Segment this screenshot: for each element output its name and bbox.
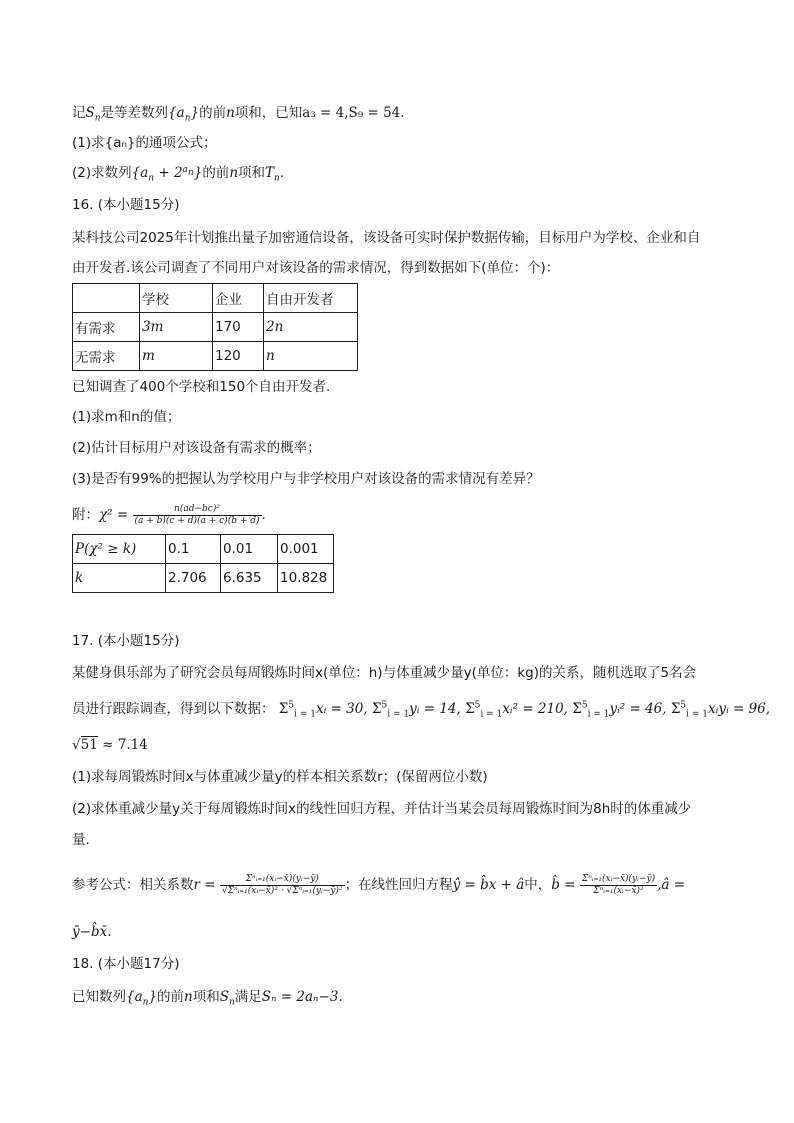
q15-condition: a₃ = 4,S₉ = 54. xyxy=(302,105,405,121)
table-cell: k xyxy=(73,564,166,593)
table-cell: 有需求 xyxy=(73,313,140,342)
q17-part1: (1)求每周锻炼时间x与体重减少量y的样本相关系数r；(保留两位小数) xyxy=(72,769,488,785)
q16-part1: (1)求m和n的值； xyxy=(72,409,181,425)
sum-y: $\Sigma^5_{i = 1}yᵢ = 14$, xyxy=(371,700,461,720)
q17-reference-formulas: 参考公式：相关系数r = $\frac{\text{Σⁿᵢ₌₁(xᵢ−x̄)(yᵢ−ȳ)}}{\text{√Σⁿᵢ₌₁(xᵢ−x̄)² · √Σⁿᵢ₌₁(yᵢ−ȳ)²}}$ ；在线性回归方程ŷ = b̂x + â中，b̂ = $\frac{\text{Σⁿᵢ₌₁(xᵢ−x̄)(yᵢ−ȳ)}}{\text{Σⁿᵢ₌₁(xᵢ−x̄)²}}$ ,â = xyxy=(72,873,686,896)
q16-part2: (2)估计目标用户对该设备有需求的概率； xyxy=(72,440,321,456)
table-cell: 无需求 xyxy=(73,342,140,371)
q15-intro: 记$S_n$是等差数列$\{a_n\}$的前n项和，已知a₃ = 4,S₉ = 54. xyxy=(72,105,405,124)
q16-critical-value-table xyxy=(72,534,334,593)
q15-part2: (2)求数列$\{a_n + 2^{a_n}\}$的前n项和$T_n$. xyxy=(72,164,285,184)
q16-given: 已知调查了400个学校和150个自由开发者. xyxy=(72,379,331,395)
math-an-set: $\{a_n\}$ xyxy=(168,105,200,124)
sum-x: $\Sigma^5_{i = 1}xᵢ = 30$, xyxy=(278,700,368,720)
chi-square-formula: $\frac{\text{n(ad−bc)²}}{(a + b)(c + d)(a + c)(b + d)}$ xyxy=(134,503,260,526)
table-cell: 0.01 xyxy=(221,535,278,564)
q17-line1: 某健身俱乐部为了研究会员每周锻炼时间x(单位：h)与体重减少量y(单位：kg)的关系，随机选取了5名会 xyxy=(72,665,697,681)
table-row xyxy=(73,342,358,371)
q17-header: 17. (本小题15分) xyxy=(72,633,180,649)
table-row xyxy=(73,313,358,342)
sum-xy: $\Sigma^5_{i = 1}xᵢyᵢ = 96$, xyxy=(670,700,771,720)
sum-y-squared: $\Sigma^5_{i = 1}yᵢ^2 = 46$, xyxy=(572,700,667,720)
q17-sums-line: 员进行跟踪调查，得到以下数据： $\Sigma^5_{i = 1}xᵢ = 30$, $\Sigma^5_{i = 1}yᵢ = 14$, $\Sigma^5_{i = 1}xᵢ^2 = 210$, $\Sigma^5_{i = 1}yᵢ^2 = 46$, $\Sigma^5_{i = 1}xᵢyᵢ = 96$, xyxy=(72,700,771,720)
math-seq-expr: $\{a_n + 2^{a_n}\}$ xyxy=(131,164,203,184)
table-cell: 0.001 xyxy=(278,535,334,564)
table-cell: 10.828 xyxy=(278,564,334,593)
table-cell: 6.635 xyxy=(221,564,278,593)
table-header-row xyxy=(73,284,358,313)
table-cell: 2.706 xyxy=(166,564,221,593)
table-row xyxy=(73,535,334,564)
q18-line1: 已知数列$\{a_n\}$的前n项和$S_n$满足Sₙ = 2aₙ−3. xyxy=(72,989,343,1008)
q16-line1: 某科技公司2025年计划推出量子加密通信设备，该设备可实时保护数据传输，目标用户为学校、企业和自 xyxy=(72,230,701,246)
table-cell: m xyxy=(140,342,213,371)
q16-line2: 由开发者.该公司调查了不同用户对该设备的需求情况，得到数据如下(单位：个)： xyxy=(72,260,560,276)
table-row xyxy=(73,564,334,593)
q15-part1: (1)求{aₙ}的通项公式； xyxy=(72,135,217,151)
q17-part2b: 量. xyxy=(72,832,90,848)
table-cell: n xyxy=(264,342,358,371)
q16-appendix: 附：χ² = $\frac{\text{n(ad−bc)²}}{(a + b)(c + d)(a + c)(b + d)}$ . xyxy=(72,503,266,526)
q16-header: 16. (本小题15分) xyxy=(72,197,180,213)
q16-part3: (3)是否有99%的把握认为学校用户与非学校用户对该设备的需求情况有差异？ xyxy=(72,471,540,487)
table-cell: 自由开发者 xyxy=(264,284,358,313)
q16-demand-table xyxy=(72,283,358,371)
table-cell: 学校 xyxy=(140,284,213,313)
q18-header: 18. (本小题17分) xyxy=(72,956,180,972)
slope-formula: $\frac{\text{Σⁿᵢ₌₁(xᵢ−x̄)(yᵢ−ȳ)}}{\text{Σⁿᵢ₌₁(xᵢ−x̄)²}}$ xyxy=(581,873,656,896)
table-cell: 170 xyxy=(213,313,264,342)
table-cell: 120 xyxy=(213,342,264,371)
correlation-formula: $\frac{\text{Σⁿᵢ₌₁(xᵢ−x̄)(yᵢ−ȳ)}}{\text{√Σⁿᵢ₌₁(xᵢ−x̄)² · √Σⁿᵢ₌₁(yᵢ−ȳ)²}}$ xyxy=(221,873,343,896)
math-sn: $S_n$ xyxy=(85,105,101,124)
table-cell: 企业 xyxy=(213,284,264,313)
table-cell: 3m xyxy=(140,313,213,342)
sum-x-squared: $\Sigma^5_{i = 1}xᵢ^2 = 210$, xyxy=(465,700,568,720)
table-cell: 2n xyxy=(264,313,358,342)
q17-reference-last: ȳ−b̂x̄. xyxy=(72,924,112,940)
q17-sqrt-approx: √51 ≈ 7.14 xyxy=(72,737,148,753)
table-cell: P(χ² ≥ k) xyxy=(73,535,166,564)
q17-part2a: (2)求体重减少量y关于每周锻炼时间x的线性回归方程，并估计当某会员每周锻炼时间为8h时的体重减少 xyxy=(72,801,692,817)
table-cell: 0.1 xyxy=(166,535,221,564)
table-cell xyxy=(73,284,140,313)
